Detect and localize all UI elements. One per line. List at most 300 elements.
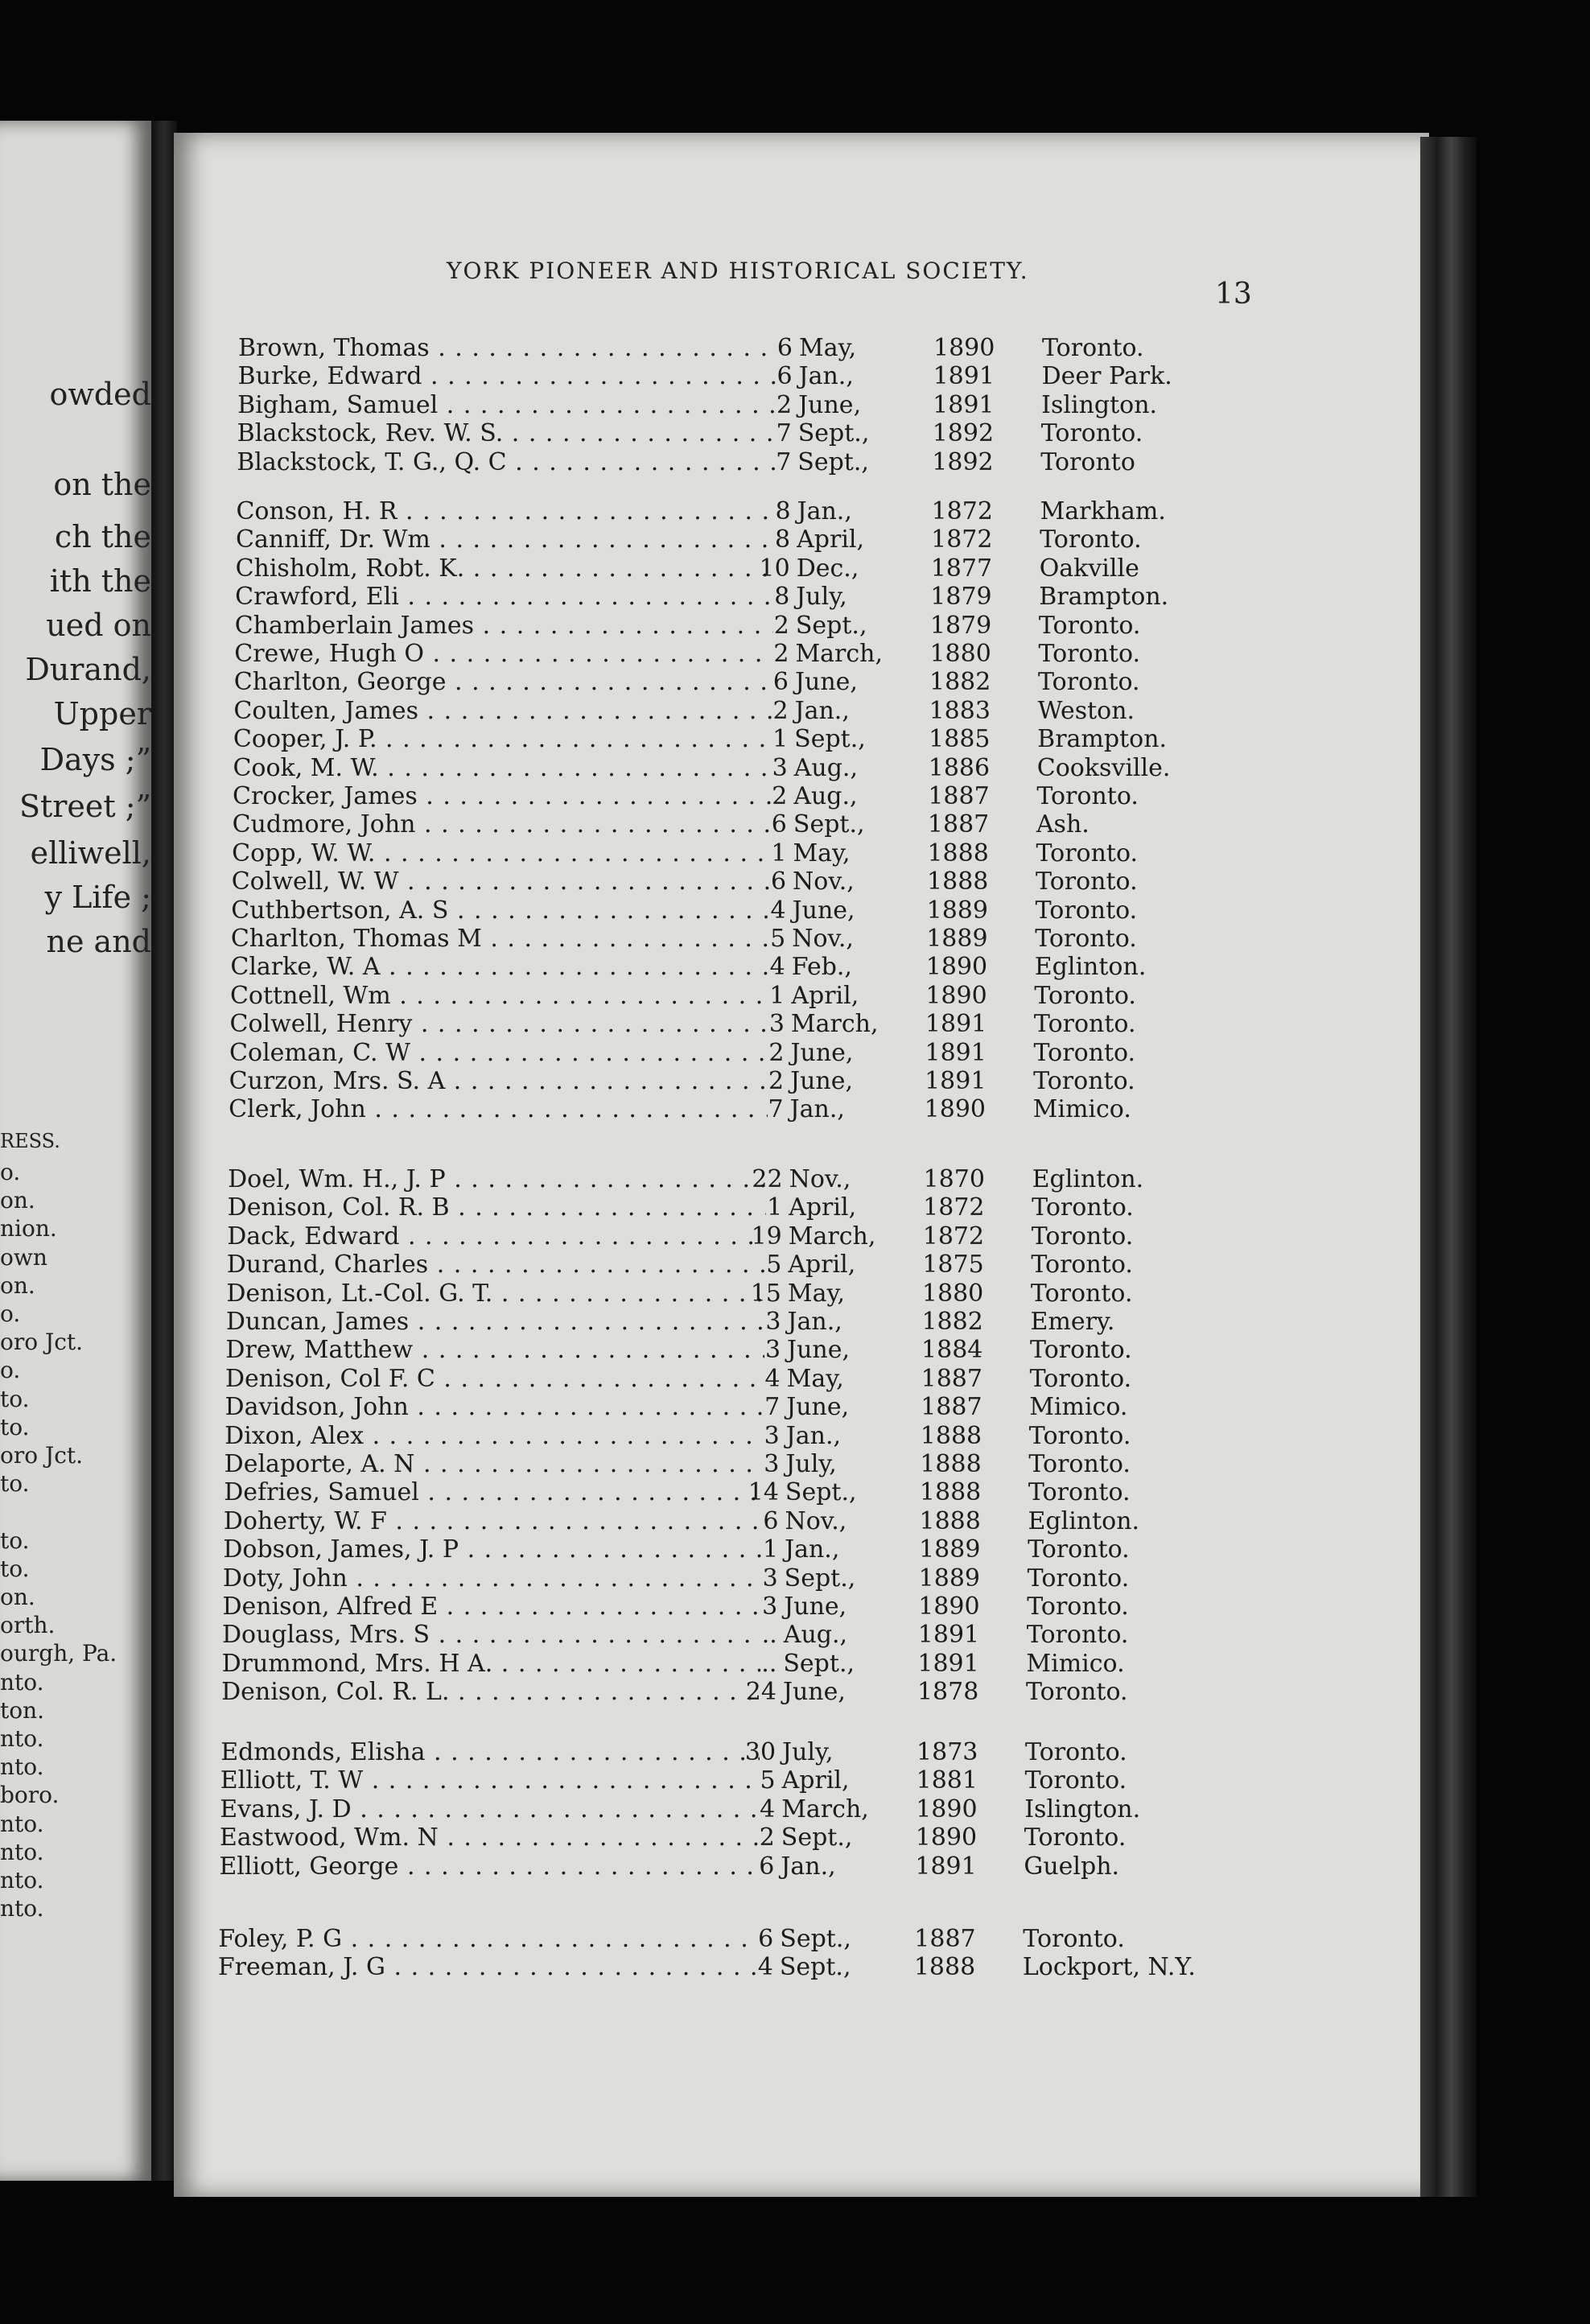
member-name: Crawford, Eli . . . [235, 583, 773, 611]
admission-year: 1886 [928, 753, 991, 782]
admission-year: 1888 [920, 1421, 982, 1450]
register-entry [0, 1365, 1590, 1394]
residence: Toronto. [1040, 525, 1142, 554]
admission-year: 1880 [929, 640, 991, 668]
admission-day: .. [761, 1621, 777, 1650]
admission-year: 1884 [921, 1336, 983, 1365]
member-name: Evans, J. D . . . [220, 1795, 759, 1823]
admission-month: Jan., [798, 362, 854, 391]
residence: Toronto. [1030, 1279, 1133, 1308]
admission-month: Dec., [796, 554, 859, 583]
residence: Toronto. [1036, 782, 1139, 810]
address-line: nto. [0, 1895, 44, 1922]
name-with-leader [231, 896, 769, 927]
residence: Emery. [1030, 1308, 1115, 1336]
address-line: on. [0, 1187, 35, 1214]
admission-month: June, [784, 1593, 847, 1621]
admission-year: 1889 [926, 896, 988, 925]
admission-day: 1 [771, 839, 787, 867]
name-with-leader [224, 1450, 764, 1481]
admission-month: Sept., [784, 1564, 856, 1593]
name-with-leader [227, 1222, 766, 1253]
register-entry [0, 810, 1590, 839]
name-with-leader [229, 1095, 767, 1126]
name-with-leader [222, 1650, 761, 1680]
admission-month: June, [782, 1678, 846, 1707]
admission-year: 1890 [918, 1593, 980, 1621]
address-line: boro. [0, 1782, 60, 1809]
admission-day: 7 [776, 419, 792, 448]
admission-month: May, [786, 1364, 844, 1393]
residence: Deer Park. [1041, 362, 1172, 391]
name-with-leader [232, 839, 770, 870]
admission-day: 2 [768, 1038, 785, 1067]
member-name: Charlton, George . . . [234, 668, 772, 696]
member-name: Copp, W. W. . . . [232, 839, 770, 867]
member-name: Drummond, Mrs. H A. . . . [222, 1650, 761, 1678]
admission-year: 1888 [913, 1953, 976, 1982]
name-with-leader [224, 1478, 763, 1509]
register-entry [0, 419, 1590, 448]
admission-day: 1 [762, 1535, 779, 1564]
member-name: Cottnell, Wm . . . [230, 982, 768, 1010]
admission-year: 1870 [923, 1165, 985, 1193]
admission-month: April, [788, 1251, 856, 1279]
admission-year: 1872 [931, 525, 993, 554]
member-name: Durand, Charles . . . [227, 1251, 766, 1279]
admission-month: March, [795, 640, 884, 668]
name-with-leader [233, 754, 771, 785]
member-name: Douglass, Mrs. S . . . [222, 1621, 761, 1649]
admission-day: 6 [759, 1852, 775, 1881]
admission-year: 1890 [925, 953, 988, 982]
name-with-leader [238, 334, 776, 365]
name-with-leader [220, 1795, 759, 1826]
admission-day: 30 [744, 1738, 776, 1766]
register-entry [0, 1823, 1590, 1852]
member-name: Doel, Wm. H., J. P . . . [228, 1165, 767, 1193]
admission-day: 2 [759, 1823, 775, 1852]
admission-day: 3 [764, 1421, 780, 1450]
register-entry [0, 554, 1590, 583]
admission-month: April, [797, 525, 865, 554]
register-entry [0, 982, 1590, 1011]
member-name: Chamberlain James . . . [235, 612, 773, 640]
residence: Toronto. [1030, 1336, 1132, 1365]
member-name: Cook, M. W. . . . [233, 754, 771, 782]
member-name: Denison, Col F. C . . . [225, 1365, 764, 1393]
admission-month: Jan., [785, 1421, 842, 1450]
register-entry [0, 1308, 1590, 1337]
admission-month: Sept., [794, 725, 866, 754]
running-head: YORK PIONEER AND HISTORICAL SOCIETY. [447, 258, 1029, 284]
admission-year: 1888 [919, 1478, 982, 1507]
admission-day: 3 [764, 1336, 781, 1365]
residence: Toronto. [1028, 1450, 1131, 1478]
name-with-leader [220, 1823, 759, 1854]
admission-year: 1887 [921, 1364, 982, 1393]
admission-month: April, [781, 1766, 850, 1795]
member-name: Denison, Alfred E . . . [222, 1593, 761, 1621]
name-with-leader [225, 1365, 764, 1395]
residence: Toronto. [1040, 419, 1143, 448]
admission-day: 2 [776, 390, 793, 419]
register-entry [0, 1393, 1590, 1422]
admission-month: Sept., [783, 1649, 855, 1678]
register-entry [0, 1251, 1590, 1279]
admission-day: .. [761, 1649, 777, 1678]
admission-year: 1891 [933, 362, 995, 391]
residence: Toronto. [1028, 1421, 1131, 1450]
residence: Brampton. [1039, 583, 1169, 612]
name-with-leader [237, 419, 776, 450]
residence: Toronto. [1035, 925, 1137, 953]
address-line: nto. [0, 1838, 44, 1865]
admission-year: 1890 [916, 1795, 978, 1823]
admission-day: 8 [774, 583, 790, 612]
admission-day: 6 [776, 362, 793, 391]
residence: Brampton. [1037, 725, 1168, 754]
admission-month: June, [786, 1393, 850, 1422]
name-with-leader [229, 1039, 768, 1069]
residence: Toronto. [1027, 1564, 1130, 1593]
register-entry [0, 697, 1590, 726]
residence: Toronto. [1033, 1010, 1136, 1039]
admission-month: Sept., [797, 419, 870, 448]
admission-day: 14 [748, 1478, 779, 1507]
member-name: Cudmore, John . . . [233, 810, 771, 839]
address-line: nto. [0, 1810, 44, 1837]
residence: Toronto. [1036, 839, 1139, 867]
admission-month: Jan., [797, 497, 852, 525]
name-with-leader [233, 725, 772, 756]
prose-line: ued on [46, 608, 151, 643]
name-with-leader [222, 1593, 761, 1623]
admission-year: 1891 [925, 1010, 987, 1039]
name-with-leader [230, 953, 768, 983]
admission-year: 1887 [928, 782, 990, 810]
residence: Toronto. [1028, 1535, 1130, 1564]
name-with-leader [219, 1852, 758, 1883]
member-name: Crocker, James . . . [233, 782, 771, 810]
admission-month: June, [787, 1336, 851, 1365]
admission-year: 1891 [917, 1649, 979, 1678]
admission-month: July, [796, 583, 847, 612]
residence: Toronto [1040, 447, 1135, 476]
register-entry [0, 867, 1590, 896]
member-name: Conson, H. R . . . [236, 497, 774, 525]
register-entry [0, 1678, 1590, 1707]
residence: Toronto. [1029, 1364, 1132, 1393]
admission-year: 1877 [930, 554, 993, 583]
admission-day: 3 [765, 1308, 781, 1336]
admission-day: 6 [763, 1506, 779, 1535]
admission-day: 22 [752, 1165, 783, 1193]
member-name: Cuthbertson, A. S . . . [231, 896, 769, 925]
register-entry [0, 525, 1590, 554]
admission-year: 1885 [929, 725, 991, 754]
residence: Guelph. [1024, 1852, 1120, 1881]
name-with-leader [233, 782, 771, 813]
residence: Toronto. [1028, 1478, 1131, 1507]
admission-year: 1879 [930, 583, 992, 612]
register-entry [0, 953, 1590, 982]
admission-year: 1880 [921, 1279, 984, 1308]
register-entry [0, 782, 1590, 811]
address-line: orth. [0, 1612, 56, 1639]
member-name: Canniff, Dr. Wm . . . [236, 525, 774, 554]
member-name: Blackstock, Rev. W. S. . . . [237, 419, 776, 447]
member-name: Delaporte, A. N . . . [224, 1450, 764, 1478]
page-number: 13 [1215, 278, 1252, 311]
address-line: to. [0, 1385, 30, 1412]
admission-day: 4 [757, 1953, 773, 1982]
admission-day: 6 [771, 810, 787, 839]
admission-year: 1889 [919, 1535, 981, 1564]
member-name: Eastwood, Wm. N . . . [220, 1823, 759, 1852]
admission-day: 2 [773, 640, 789, 668]
register-entry [0, 754, 1590, 783]
register-entry [0, 668, 1590, 697]
address-line: o. [0, 1159, 21, 1185]
admission-month: Jan., [787, 1308, 842, 1336]
admission-year: 1887 [914, 1925, 976, 1953]
member-name: Doty, John . . . [223, 1564, 762, 1593]
admission-year: 1888 [927, 867, 989, 896]
register-entry [0, 334, 1590, 363]
residence: Eglinton. [1034, 953, 1147, 982]
admission-month: June, [798, 390, 862, 419]
admission-month: March, [781, 1795, 869, 1823]
member-name: Freeman, J. G . . . [218, 1953, 757, 1981]
admission-day: 5 [760, 1766, 776, 1795]
admission-month: July, [782, 1738, 834, 1766]
address-line: o. [0, 1300, 21, 1327]
address-line: on. [0, 1271, 35, 1299]
admission-year: 1887 [921, 1393, 982, 1422]
admission-month: June, [790, 1067, 854, 1095]
prose-line: Street ;” [19, 789, 151, 824]
register-entry [0, 362, 1590, 391]
admission-month: Sept., [797, 447, 869, 476]
name-with-leader [220, 1766, 760, 1797]
address-line: to. [0, 1470, 30, 1498]
admission-day: 2 [768, 1067, 785, 1095]
address-line: nion. [0, 1215, 57, 1242]
prose-line: Days ;” [39, 742, 151, 777]
admission-month: Feb., [791, 953, 852, 982]
admission-day: 15 [750, 1279, 781, 1308]
address-line: ton. [0, 1696, 45, 1724]
register-entry [0, 391, 1590, 420]
residence: Ash. [1036, 810, 1090, 839]
admission-month: Sept., [785, 1478, 857, 1507]
name-with-leader [218, 1925, 757, 1955]
register-entry [0, 1450, 1590, 1479]
admission-day: 4 [769, 953, 785, 982]
residence: Toronto. [1038, 640, 1141, 668]
member-name: Foley, P. G . . . [218, 1925, 757, 1953]
address-line: nto. [0, 1668, 44, 1696]
admission-year: 1891 [917, 1621, 980, 1650]
residence: Toronto. [1025, 1738, 1127, 1766]
member-name: Burke, Edward . . . [238, 362, 776, 390]
admission-day: 2 [773, 611, 789, 640]
name-with-leader [233, 810, 771, 841]
register-entry [0, 839, 1590, 868]
residence: Toronto. [1033, 1038, 1136, 1067]
member-name: Coleman, C. W . . . [229, 1039, 768, 1067]
admission-month: March, [790, 1010, 879, 1039]
admission-month: Jan., [781, 1852, 836, 1881]
admission-month: Jan., [789, 1095, 845, 1124]
admission-year: 1891 [925, 1067, 987, 1095]
member-name: Dobson, James, J. P . . . [223, 1535, 762, 1564]
admission-year: 1890 [915, 1823, 978, 1852]
admission-year: 1888 [920, 1450, 982, 1478]
residence: Toronto. [1031, 1251, 1133, 1279]
admission-year: 1889 [918, 1564, 981, 1593]
name-with-leader [226, 1308, 765, 1338]
admission-year: 1890 [933, 334, 995, 362]
admission-day: 5 [766, 1251, 782, 1279]
register-entry [0, 1766, 1590, 1795]
name-with-leader [218, 1953, 757, 1984]
register-entry [0, 1795, 1590, 1824]
member-name: Duncan, James . . . [226, 1308, 765, 1336]
member-name: Dixon, Alex . . . [224, 1422, 764, 1450]
name-with-leader [225, 1336, 764, 1366]
admission-day: 1 [772, 725, 789, 754]
admission-year: 1872 [923, 1193, 985, 1222]
register-entry [0, 1165, 1590, 1194]
admission-month: Aug., [793, 753, 858, 782]
admission-day: 7 [764, 1393, 781, 1422]
name-with-leader [231, 925, 769, 955]
name-with-leader [224, 1422, 764, 1452]
admission-day: 24 [745, 1678, 776, 1707]
admission-day: 8 [775, 497, 791, 525]
register-entry [0, 1067, 1590, 1096]
admission-month: Jan., [785, 1535, 840, 1564]
register-entry [0, 1564, 1590, 1593]
admission-month: May, [799, 334, 857, 362]
name-with-leader [220, 1738, 760, 1769]
admission-year: 1881 [916, 1766, 978, 1795]
admission-day: 5 [770, 925, 786, 953]
member-name: Bigham, Samuel . . . [237, 391, 776, 419]
admission-month: March, [788, 1222, 876, 1251]
name-with-leader [226, 1279, 765, 1310]
address-line: to. [0, 1413, 30, 1440]
residence: Toronto. [1034, 981, 1136, 1010]
register-entry [0, 1852, 1590, 1881]
residence: Toronto. [1023, 1925, 1125, 1953]
admission-day: 3 [762, 1593, 778, 1621]
residence: Weston. [1037, 696, 1135, 725]
register-entry [0, 583, 1590, 612]
name-with-leader [236, 554, 774, 585]
member-name: Dack, Edward . . . [227, 1222, 766, 1251]
admission-day: 4 [760, 1795, 776, 1823]
name-with-leader [236, 525, 774, 556]
register-entry [0, 1222, 1590, 1251]
admission-year: 1873 [917, 1738, 978, 1766]
admission-day: 19 [751, 1222, 782, 1251]
member-name: Colwell, Henry . . . [229, 1010, 768, 1038]
name-with-leader [235, 583, 773, 613]
name-with-leader [227, 1251, 766, 1281]
admission-day: 2 [772, 782, 788, 810]
member-name: Chisholm, Robt. K. . . . [236, 554, 774, 583]
address-line: o. [0, 1357, 21, 1384]
admission-month: May, [787, 1279, 845, 1308]
name-with-leader [229, 1010, 768, 1040]
admission-year: 1891 [915, 1852, 977, 1881]
register-entry [0, 896, 1590, 925]
name-with-leader [234, 640, 772, 670]
register-entry [0, 1738, 1590, 1767]
member-name: Doherty, W. F . . . [224, 1507, 763, 1535]
address-line: ourgh, Pa. [0, 1640, 117, 1667]
member-name: Clerk, John . . . [229, 1095, 767, 1123]
admission-day: 8 [775, 525, 791, 554]
name-with-leader [232, 867, 770, 898]
residence: Toronto. [1032, 1193, 1134, 1222]
register-entry [0, 1593, 1590, 1621]
admission-year: 1892 [932, 447, 994, 476]
residence: Toronto. [1024, 1823, 1127, 1852]
member-name: Denison, Col. R. B . . . [228, 1193, 767, 1222]
admission-month: July, [785, 1450, 837, 1478]
member-name: Denison, Lt.-Col. G. T. . . . [226, 1279, 765, 1308]
admission-day: 6 [770, 867, 787, 896]
name-with-leader [221, 1678, 760, 1708]
residence: Toronto. [1024, 1766, 1127, 1795]
residence: Toronto. [1033, 1067, 1135, 1095]
address-line: nto. [0, 1867, 44, 1893]
name-with-leader [236, 497, 774, 528]
admission-day: 2 [772, 696, 789, 725]
admission-year: 1888 [919, 1506, 981, 1535]
member-name: Clarke, W. A . . . [230, 953, 768, 981]
admission-year: 1875 [922, 1251, 984, 1279]
register-entry [0, 448, 1590, 477]
name-with-leader [223, 1535, 762, 1566]
residence: Islington. [1041, 390, 1158, 419]
admission-year: 1888 [927, 839, 989, 867]
register-entry [0, 725, 1590, 754]
admission-year: 1891 [933, 390, 995, 419]
register-entry [0, 640, 1590, 669]
member-name: Coulten, James . . . [233, 697, 772, 725]
residence: Eglinton. [1028, 1506, 1140, 1535]
admission-month: Aug., [793, 782, 858, 810]
name-with-leader [237, 448, 775, 479]
address-line: nto. [0, 1753, 44, 1781]
name-with-leader [230, 982, 768, 1012]
admission-year: 1879 [929, 611, 992, 640]
name-with-leader [222, 1621, 761, 1651]
prose-line: ith the [49, 563, 151, 599]
admission-year: 1872 [922, 1222, 985, 1251]
admission-day: 1 [769, 981, 785, 1010]
name-with-leader [224, 1507, 763, 1538]
address-line: oro Jct. [0, 1329, 84, 1356]
residence: Toronto. [1031, 1222, 1134, 1251]
admission-month: Sept., [795, 611, 867, 640]
admission-month: June, [790, 1038, 854, 1067]
